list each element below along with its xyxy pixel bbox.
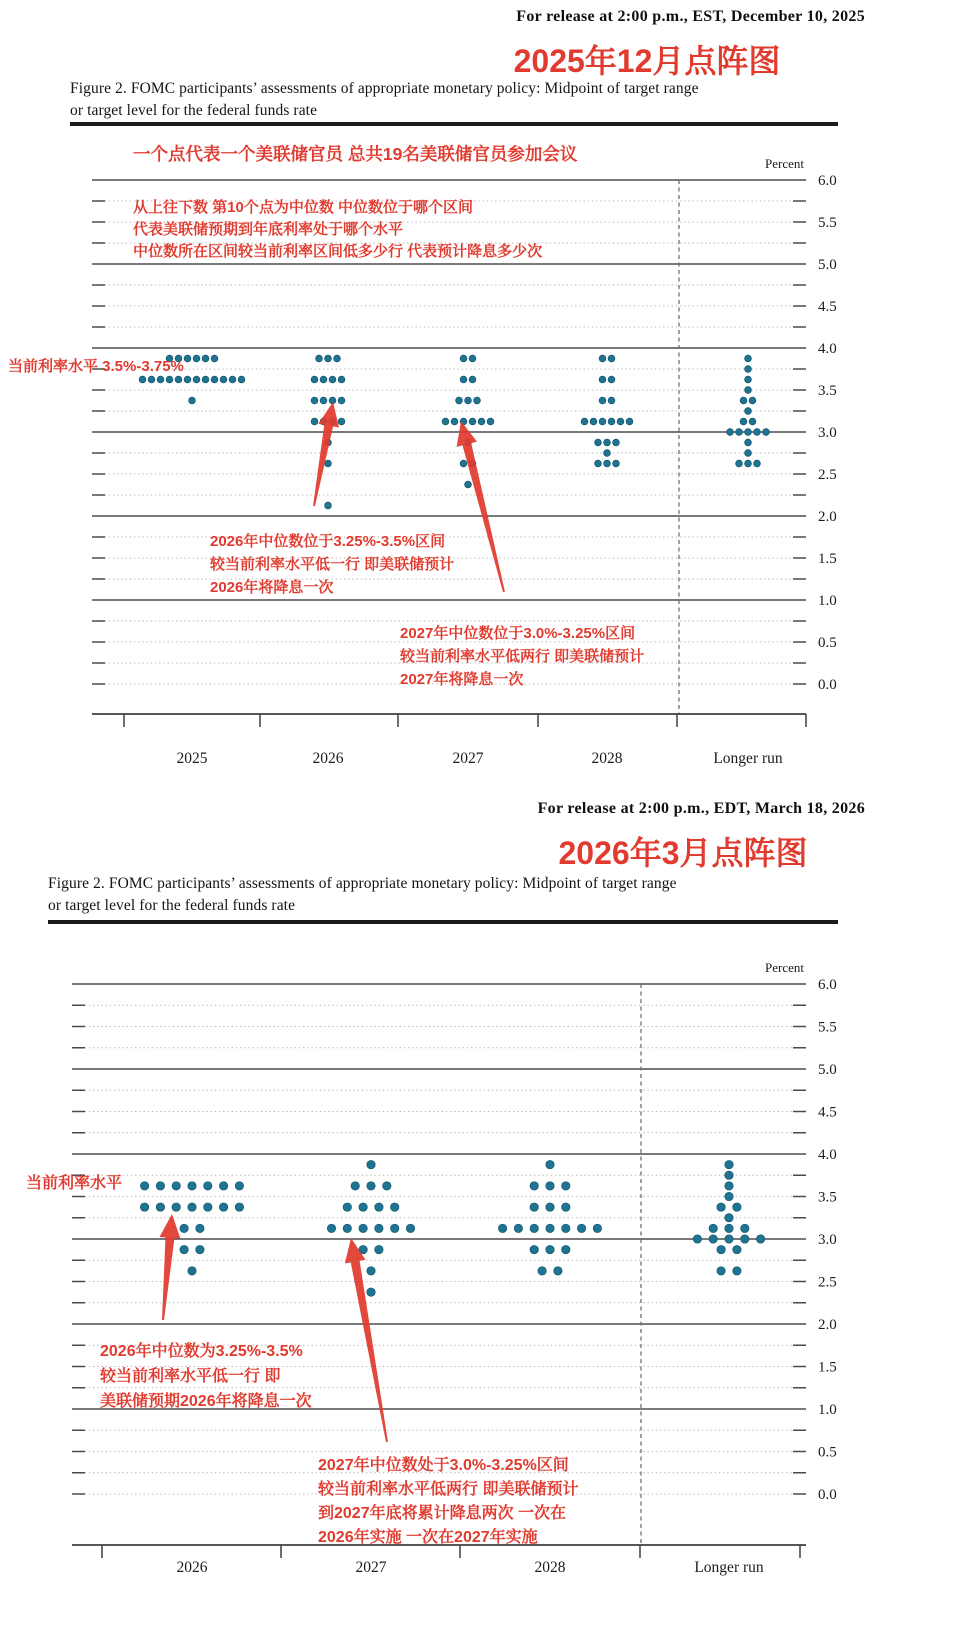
policy-dot <box>320 397 327 404</box>
figure-caption-line: or target level for the federal funds rate <box>70 102 318 119</box>
y-tick-label: 0.0 <box>818 677 837 693</box>
policy-dot <box>157 376 164 383</box>
y-tick-label: 3.0 <box>818 425 837 441</box>
policy-dot <box>745 408 752 415</box>
policy-dot <box>733 1203 741 1211</box>
policy-dot <box>156 1203 164 1211</box>
policy-dot <box>175 376 182 383</box>
y-tick-label: 2.5 <box>818 467 837 483</box>
policy-dot <box>693 1235 701 1243</box>
note-current-rate: 当前利率水平 3.5%-3.75% <box>8 358 184 375</box>
policy-dot <box>725 1214 733 1222</box>
note-median-explain: 从上往下数 第10个点为中位数 中位数位于哪个区间 <box>133 199 474 216</box>
policy-dot <box>238 376 245 383</box>
policy-dot <box>749 397 756 404</box>
policy-dot <box>740 418 747 425</box>
note-2026-median: 2026年将降息一次 <box>210 579 334 596</box>
policy-dot <box>562 1224 570 1232</box>
y-tick-label: 6.0 <box>818 977 837 993</box>
policy-dot <box>717 1267 725 1275</box>
policy-dot <box>626 418 633 425</box>
y-axis-title: Percent <box>765 156 804 171</box>
policy-dot <box>514 1224 522 1232</box>
policy-dot <box>530 1224 538 1232</box>
note-current-rate: 当前利率水平 <box>26 1175 123 1192</box>
policy-dot <box>180 1224 188 1232</box>
figure-caption-line: Figure 2. FOMC participants’ assessments of appropriate monetary policy: Midpoint of target range <box>70 80 699 97</box>
policy-dot <box>604 450 611 457</box>
policy-dot <box>367 1182 375 1190</box>
policy-dot <box>343 1224 351 1232</box>
y-tick-label: 5.5 <box>818 215 837 231</box>
policy-dot <box>189 397 196 404</box>
policy-dot <box>375 1245 383 1253</box>
policy-dot <box>725 1235 733 1243</box>
y-tick-label: 1.0 <box>818 593 837 609</box>
note-2026-median: 较当前利率水平低一行 即美联储预计 <box>210 556 455 573</box>
policy-dot <box>391 1203 399 1211</box>
y-tick-label: 4.5 <box>818 299 837 315</box>
policy-dot <box>593 1224 601 1232</box>
column-label: 2027 <box>452 750 484 767</box>
policy-dot <box>617 418 624 425</box>
policy-dot <box>451 418 458 425</box>
policy-dot <box>474 397 481 404</box>
policy-dot <box>599 397 606 404</box>
note-2027-median: 2027年中位数处于3.0%-3.25%区间 <box>318 1457 569 1474</box>
column-label: 2028 <box>534 1559 566 1576</box>
note-2026-median: 2026年中位数位于3.25%-3.5%区间 <box>210 533 446 550</box>
policy-dot <box>590 418 597 425</box>
policy-dot <box>166 376 173 383</box>
policy-dot <box>204 1203 212 1211</box>
policy-dot <box>599 355 606 362</box>
y-tick-label: 2.5 <box>818 1274 837 1291</box>
policy-dot <box>320 376 327 383</box>
policy-dot <box>530 1203 538 1211</box>
y-tick-label: 3.5 <box>818 1189 837 1206</box>
policy-dot <box>756 1235 764 1243</box>
policy-dot <box>727 429 734 436</box>
figure-caption-line: Figure 2. FOMC participants’ assessments of appropriate monetary policy: Midpoint of target range <box>48 875 677 892</box>
y-tick-label: 4.0 <box>818 1147 837 1163</box>
policy-dot <box>725 1182 733 1190</box>
policy-dot <box>351 1182 359 1190</box>
policy-dot <box>235 1203 243 1211</box>
policy-dot <box>498 1224 506 1232</box>
policy-dot <box>745 460 752 467</box>
policy-dot <box>469 418 476 425</box>
policy-dot <box>530 1245 538 1253</box>
policy-dot <box>327 1224 335 1232</box>
policy-dot <box>763 429 770 436</box>
policy-dot <box>725 1171 733 1179</box>
median-arrow-icon <box>345 1238 388 1442</box>
figure-red-title: 2026年3月点阵图 <box>558 835 808 871</box>
policy-dot <box>391 1224 399 1232</box>
policy-dot <box>465 481 472 488</box>
policy-dot <box>219 1203 227 1211</box>
policy-dot <box>140 1203 148 1211</box>
policy-dot <box>406 1224 414 1232</box>
policy-dot <box>709 1224 717 1232</box>
column-label: 2028 <box>591 750 623 767</box>
note-2026-median: 2026年中位数为3.25%-3.5% <box>100 1343 303 1360</box>
policy-dot <box>220 376 227 383</box>
policy-dot <box>325 460 332 467</box>
policy-dot <box>375 1203 383 1211</box>
policy-dot <box>745 450 752 457</box>
policy-dot <box>736 460 743 467</box>
y-tick-label: 1.0 <box>818 1402 837 1418</box>
policy-dot <box>148 376 155 383</box>
policy-dot <box>608 397 615 404</box>
policy-dot <box>745 355 752 362</box>
note-2027-median: 较当前利率水平低两行 即美联储预计 <box>400 648 645 665</box>
policy-dot <box>546 1160 554 1168</box>
policy-dot <box>741 1224 749 1232</box>
policy-dot <box>465 397 472 404</box>
column-label: 2026 <box>312 750 344 767</box>
note-2026-median: 较当前利率水平低一行 即 <box>100 1368 281 1385</box>
policy-dot <box>745 439 752 446</box>
y-tick-label: 4.0 <box>818 341 837 357</box>
policy-dot <box>188 1267 196 1275</box>
policy-dot <box>211 355 218 362</box>
policy-dot <box>709 1235 717 1243</box>
y-tick-label: 3.5 <box>818 383 837 399</box>
policy-dot <box>338 418 345 425</box>
policy-dot <box>456 397 463 404</box>
policy-dot <box>745 366 752 373</box>
policy-dot <box>717 1203 725 1211</box>
policy-dot <box>599 418 606 425</box>
column-label: 2025 <box>176 750 208 767</box>
policy-dot <box>725 1160 733 1168</box>
policy-dot <box>745 376 752 383</box>
policy-dot <box>613 439 620 446</box>
policy-dot <box>749 418 756 425</box>
policy-dot <box>140 1182 148 1190</box>
policy-dot <box>733 1245 741 1253</box>
y-axis-title: Percent <box>765 960 804 975</box>
note-2027-median: 2026年实施 一次在2027年实施 <box>318 1529 538 1546</box>
y-tick-label: 2.0 <box>818 509 837 525</box>
y-tick-label: 4.5 <box>818 1104 837 1121</box>
policy-dot <box>193 355 200 362</box>
y-tick-label: 5.5 <box>818 1019 837 1036</box>
policy-dot <box>156 1182 164 1190</box>
policy-dot <box>546 1224 554 1232</box>
policy-dot <box>717 1245 725 1253</box>
figure-red-title: 2025年12月点阵图 <box>513 43 781 79</box>
column-label: 2026 <box>176 1559 208 1576</box>
policy-dot <box>442 418 449 425</box>
note-dot-legend: 一个点代表一个美联储官员 总共19名美联储官员参加会议 <box>133 144 578 164</box>
policy-dot <box>325 355 332 362</box>
figure-divider <box>70 122 838 126</box>
policy-dot <box>546 1203 554 1211</box>
policy-dot <box>204 1182 212 1190</box>
policy-dot <box>487 418 494 425</box>
policy-dot <box>367 1288 375 1296</box>
policy-dot <box>745 387 752 394</box>
policy-dot <box>604 439 611 446</box>
policy-dot <box>311 418 318 425</box>
policy-dot <box>229 376 236 383</box>
policy-dot <box>188 1203 196 1211</box>
column-label: Longer run <box>694 1559 764 1576</box>
policy-dot <box>311 397 318 404</box>
release-line: For release at 2:00 p.m., EST, December 10, 2025 <box>516 8 865 25</box>
note-median-explain: 中位数所在区间较当前利率区间低多少行 代表预计降息多少次 <box>133 243 543 260</box>
y-tick-label: 5.0 <box>818 1062 837 1078</box>
policy-dot <box>184 355 191 362</box>
policy-dot <box>193 376 200 383</box>
y-tick-label: 0.0 <box>818 1487 837 1503</box>
policy-dot <box>581 418 588 425</box>
y-tick-label: 3.0 <box>818 1232 837 1248</box>
policy-dot <box>196 1224 204 1232</box>
note-2027-median: 2027年将降息一次 <box>400 671 524 688</box>
policy-dot <box>338 397 345 404</box>
median-arrow-icon <box>313 402 339 506</box>
policy-dot <box>311 376 318 383</box>
policy-dot <box>180 1245 188 1253</box>
note-2027-median: 较当前利率水平低两行 即美联储预计 <box>318 1481 579 1498</box>
policy-dot <box>460 355 467 362</box>
policy-dot <box>367 1160 375 1168</box>
policy-dot <box>316 355 323 362</box>
policy-dot <box>562 1182 570 1190</box>
policy-dot <box>745 429 752 436</box>
policy-dot <box>367 1267 375 1275</box>
y-tick-label: 5.0 <box>818 257 837 273</box>
column-label: 2027 <box>355 1559 387 1576</box>
y-tick-label: 1.5 <box>818 1359 837 1376</box>
policy-dot <box>595 439 602 446</box>
policy-dot <box>725 1192 733 1200</box>
note-2026-median: 美联储预期2026年将降息一次 <box>100 1393 312 1410</box>
policy-dot <box>338 376 345 383</box>
policy-dot <box>740 397 747 404</box>
policy-dot <box>554 1267 562 1275</box>
note-2027-median: 到2027年底将累计降息两次 一次在 <box>318 1505 567 1522</box>
policy-dot <box>211 376 218 383</box>
policy-dot <box>172 1182 180 1190</box>
y-tick-label: 2.0 <box>818 1317 837 1333</box>
policy-dot <box>478 418 485 425</box>
policy-dot <box>608 418 615 425</box>
policy-dot <box>546 1245 554 1253</box>
policy-dot <box>604 460 611 467</box>
policy-dot <box>469 355 476 362</box>
policy-dot <box>613 460 620 467</box>
policy-dot <box>172 1203 180 1211</box>
policy-dot <box>562 1203 570 1211</box>
policy-dot <box>599 376 606 383</box>
policy-dot <box>736 429 743 436</box>
policy-dot <box>754 429 761 436</box>
policy-dot <box>733 1267 741 1275</box>
policy-dot <box>329 376 336 383</box>
policy-dot <box>595 460 602 467</box>
median-arrow-icon <box>160 1214 181 1320</box>
policy-dot <box>219 1182 227 1190</box>
policy-dot <box>325 502 332 509</box>
policy-dot <box>139 376 146 383</box>
policy-dot <box>184 376 191 383</box>
column-label: Longer run <box>713 750 783 767</box>
note-2027-median: 2027年中位数位于3.0%-3.25%区间 <box>400 625 636 642</box>
policy-dot <box>188 1182 196 1190</box>
policy-dot <box>359 1224 367 1232</box>
median-arrow-icon <box>457 421 505 592</box>
y-tick-label: 0.5 <box>818 1444 837 1461</box>
policy-dot <box>608 376 615 383</box>
policy-dot <box>460 376 467 383</box>
policy-dot <box>608 355 615 362</box>
policy-dot <box>741 1235 749 1243</box>
y-tick-label: 1.5 <box>818 551 837 567</box>
policy-dot <box>359 1203 367 1211</box>
policy-dot <box>469 376 476 383</box>
note-median-explain: 代表美联储预期到年底利率处于哪个水平 <box>133 221 404 238</box>
y-tick-label: 0.5 <box>818 635 837 651</box>
figure-divider <box>48 920 838 924</box>
policy-dot <box>530 1182 538 1190</box>
figure-caption-line: or target level for the federal funds rate <box>48 897 296 914</box>
policy-dot <box>235 1182 243 1190</box>
policy-dot <box>577 1224 585 1232</box>
policy-dot <box>202 355 209 362</box>
policy-dot <box>334 355 341 362</box>
policy-dot <box>562 1245 570 1253</box>
policy-dot <box>546 1182 554 1190</box>
policy-dot <box>383 1182 391 1190</box>
policy-dot <box>460 460 467 467</box>
policy-dot <box>202 376 209 383</box>
policy-dot <box>343 1203 351 1211</box>
policy-dot <box>754 460 761 467</box>
policy-dot <box>375 1224 383 1232</box>
release-line: For release at 2:00 p.m., EDT, March 18, 2026 <box>537 800 865 817</box>
y-tick-label: 6.0 <box>818 173 837 189</box>
policy-dot <box>725 1224 733 1232</box>
policy-dot <box>196 1245 204 1253</box>
policy-dot <box>538 1267 546 1275</box>
